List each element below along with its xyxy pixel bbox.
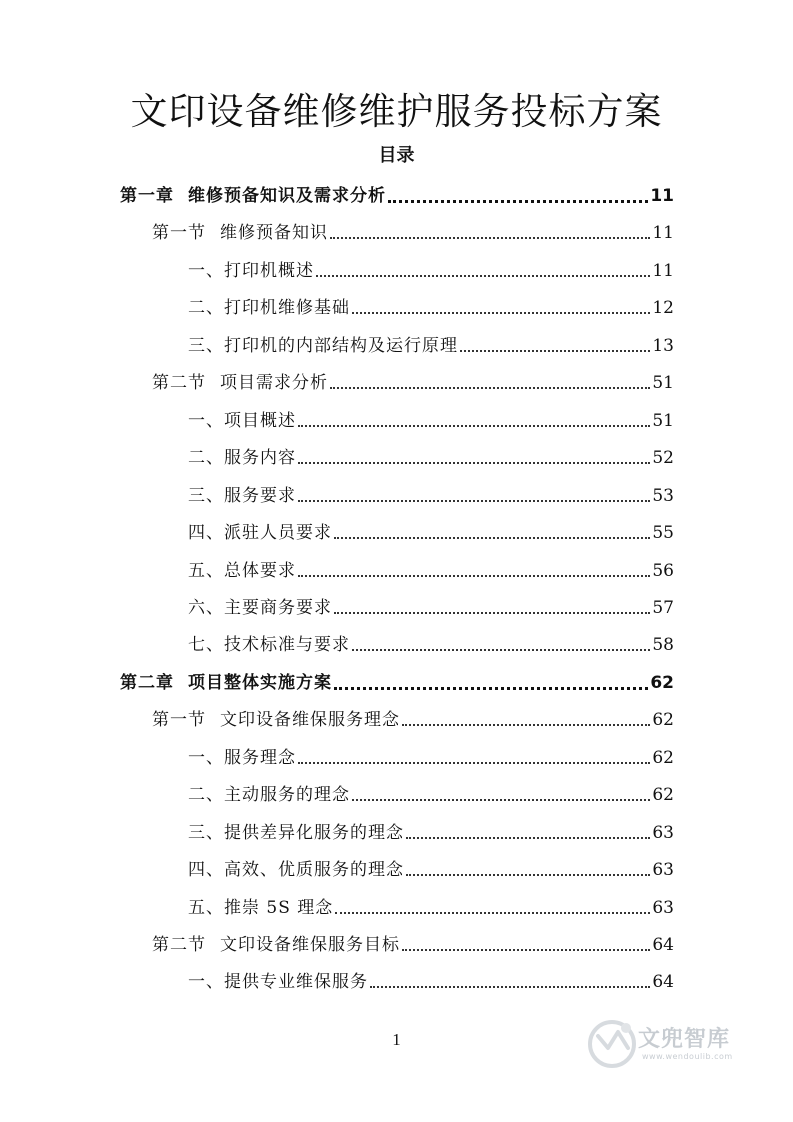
toc-dot-leader [352,649,650,651]
toc-entry-label [188,596,332,620]
toc-dot-leader [330,387,650,389]
toc-entry-page: 53 [652,485,674,506]
toc-entry-label [188,633,350,657]
toc-entry[interactable] [188,517,674,545]
toc-dot-leader [334,612,650,614]
toc-entry-label [188,746,296,770]
toc-dot-leader [298,500,650,502]
toc-entry-page: 52 [652,448,674,469]
toc-entry-text: 服务理念 [224,747,296,768]
toc-entry[interactable] [188,442,674,470]
toc-entry-number: 第二节 [152,935,206,955]
toc-dot-leader [298,762,650,764]
toc-dot-leader [388,200,648,203]
toc-entry-number: 三、 [188,335,224,356]
toc-entry-text: 打印机概述 [224,260,314,281]
toc-entry-text: 维修预备知识 [220,223,328,244]
toc-entry-number: 二、 [188,298,224,319]
toc-entry-label [188,821,404,845]
toc-dot-leader [334,537,650,539]
toc-entry-label [152,221,328,245]
toc-entry-page: 63 [652,860,674,881]
toc-entry-number: 第二章 [120,672,174,693]
toc-entry-text: 技术标准与要求 [224,635,350,656]
toc-entry-text: 总体要求 [224,560,296,581]
toc-entry-page: 51 [652,410,674,431]
toc-dot-leader [330,237,650,239]
toc-entry-label [188,484,296,508]
toc-entry-label [188,559,296,583]
toc-dot-leader [335,912,650,914]
toc-entry-text: 高效、优质服务的理念 [224,860,404,881]
toc-entry-label [188,970,368,994]
toc-entry-text: 维修预备知识及需求分析 [188,186,386,206]
toc-entry-number: 五、 [188,897,224,918]
toc-dot-leader [298,462,650,464]
toc-entry[interactable] [188,966,674,994]
toc-dot-leader [402,949,650,951]
toc-entry-number: 七、 [188,635,224,656]
toc-entry-page: 64 [652,935,674,955]
toc-entry-label [188,259,314,283]
toc-entry-page: 51 [652,373,674,394]
toc-entry-label [188,334,458,358]
toc-entry-label [188,409,296,433]
toc-entry-text: 项目整体实施方案 [188,672,332,693]
toc-entry-label [188,896,333,920]
toc-entry-page: 11 [652,260,674,281]
toc-entry-text: 推崇 5S 理念 [224,897,334,918]
toc-entry[interactable] [120,180,674,208]
toc-entry-number: 二、 [188,785,224,806]
toc-entry[interactable] [188,629,674,657]
toc-entry[interactable] [188,742,674,770]
toc-entry-label [152,708,400,732]
watermark [588,1018,758,1074]
toc-entry-text: 文印设备维保服务目标 [220,935,400,955]
document-title: 文印设备维修维护服务投标方案 [130,90,663,133]
toc-entry-text: 项目概述 [224,410,296,431]
toc-entry-text: 服务要求 [224,485,296,506]
toc-entry-label [152,371,328,395]
toc-dot-leader [298,575,650,577]
toc-entry[interactable] [188,592,674,620]
toc-entry-text: 服务内容 [224,448,296,469]
toc-entry-page: 55 [652,523,674,544]
toc-entry-page: 56 [652,560,674,581]
toc-entry-number: 第一节 [152,710,206,731]
toc-entry-number: 第二节 [152,373,206,394]
toc-entry-page: 62 [652,785,674,806]
toc-dot-leader [352,312,650,314]
toc-entry[interactable] [188,555,674,583]
toc-entry-page: 62 [652,747,674,768]
toc-entry-label [152,933,400,957]
toc-dot-leader [316,275,650,277]
toc-entry-number: 五、 [188,560,224,581]
toc-entry-label [120,184,386,208]
toc-dot-leader [334,687,648,690]
toc-entry-number: 一、 [188,410,224,431]
toc-dot-leader [406,837,650,839]
toc-entry-text: 打印机维修基础 [224,298,350,319]
toc-entry-page: 11 [650,186,674,206]
toc-entry-text: 提供差异化服务的理念 [224,822,404,843]
toc-entry-page: 12 [652,298,674,319]
toc-entry-label [188,296,350,320]
toc-heading: 目录 [378,145,415,166]
toc-entry-text: 提供专业维保服务 [224,972,368,993]
page-number: 1 [392,1030,401,1049]
toc-entry-number: 一、 [188,260,224,281]
watermark-url: www.wendoulib.com [642,1052,733,1061]
toc-dot-leader [402,724,650,726]
toc-entry-text: 主动服务的理念 [224,785,350,806]
toc-entry-page: 13 [652,335,674,356]
toc-entry[interactable] [188,892,674,920]
toc-entry-number: 四、 [188,860,224,881]
toc-entry[interactable] [188,480,674,508]
toc-entry-number: 一、 [188,747,224,768]
toc-entry-page: 11 [652,223,674,244]
toc-entry-text: 主要商务要求 [224,597,332,618]
toc-entry-label [188,446,296,470]
toc-entry-label [120,671,332,695]
toc-entry-number: 二、 [188,448,224,469]
toc-entry[interactable] [120,667,674,695]
toc-dot-leader [406,874,650,876]
toc-entry[interactable] [152,704,674,732]
toc-entry-page: 63 [652,822,674,843]
toc-dot-leader [352,799,650,801]
toc-entry-number: 第一节 [152,223,206,244]
toc-entry[interactable] [152,367,674,395]
toc-entry[interactable] [188,405,674,433]
toc-dot-leader [298,425,650,427]
toc-entry-number: 三、 [188,822,224,843]
toc-entry[interactable] [188,330,674,358]
toc-entry[interactable] [188,292,674,320]
toc-entry-text: 文印设备维保服务理念 [220,710,400,731]
watermark-name: 文兜智库 [638,1027,731,1052]
wendou-logo-icon [588,1018,638,1070]
toc-entry[interactable] [188,817,674,845]
toc-entry-page: 63 [652,897,674,918]
toc-entry-text: 打印机的内部结构及运行原理 [224,335,458,356]
toc-entry[interactable] [188,255,674,283]
toc-entry-label [188,521,332,545]
toc-entry-number: 第一章 [120,186,174,206]
toc-dot-leader [370,986,650,988]
toc-entry[interactable] [188,854,674,882]
toc-entry-text: 项目需求分析 [220,373,328,394]
toc-entry-label [188,783,350,807]
toc-entry-page: 58 [652,635,674,656]
toc-entry[interactable] [188,779,674,807]
toc-entry-number: 四、 [188,523,224,544]
toc-entry-label [188,858,404,882]
toc-entry-text: 派驻人员要求 [224,523,332,544]
toc-entry-page: 62 [650,672,674,693]
toc-entry-number: 一、 [188,972,224,993]
toc-entry-number: 三、 [188,485,224,506]
toc-entry-page: 57 [652,597,674,618]
toc-entry-page: 64 [652,972,674,993]
toc-entry[interactable] [152,929,674,957]
toc-entry-page: 62 [652,710,674,731]
toc-dot-leader [460,350,650,352]
toc-entry[interactable] [152,217,674,245]
toc-entry-number: 六、 [188,597,224,618]
